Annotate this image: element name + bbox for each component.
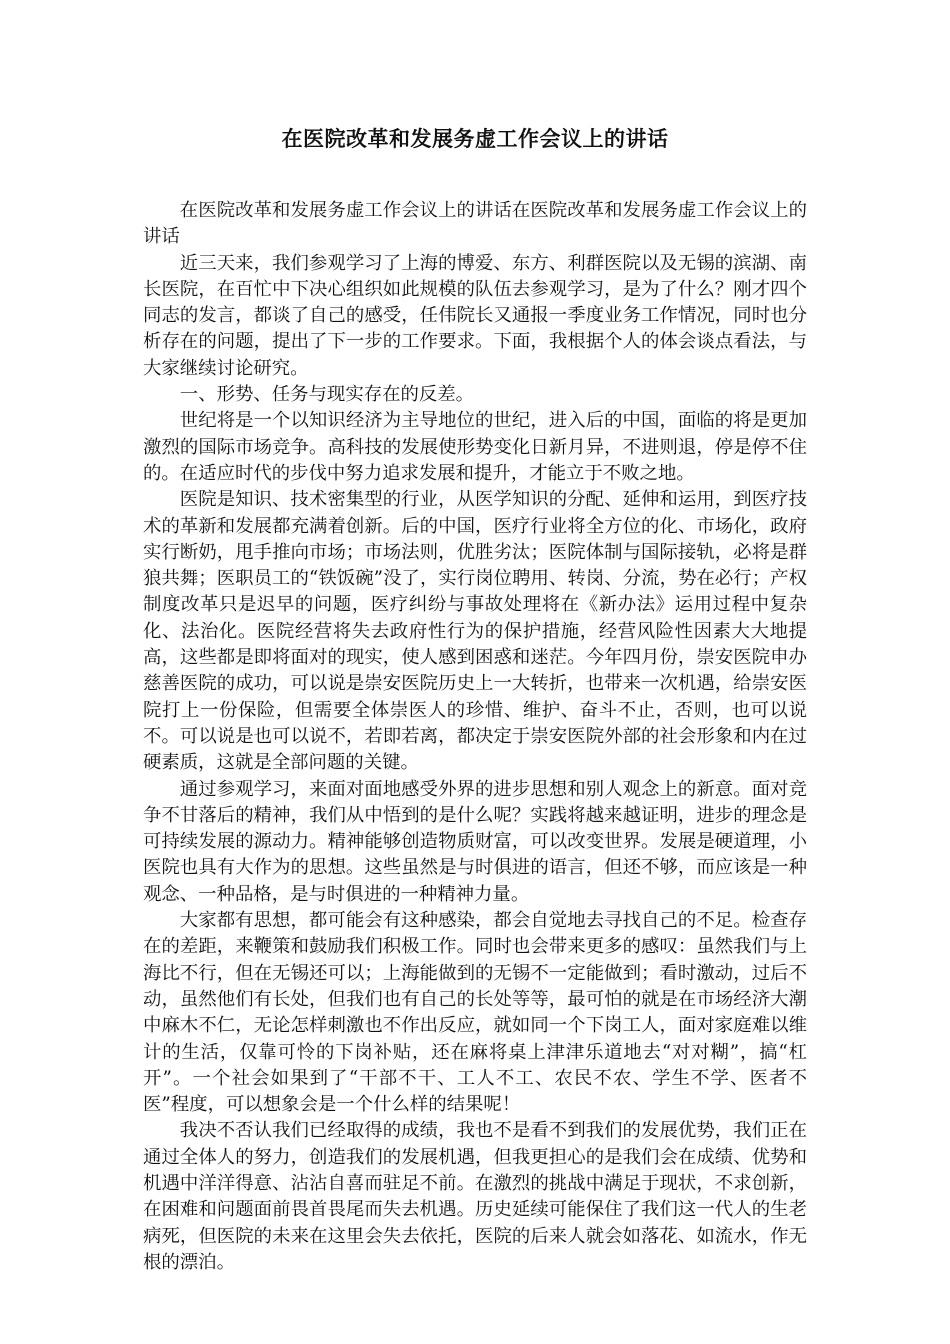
paragraph: 近三天来，我们参观学习了上海的博爱、东方、利群医院以及无锡的滨湖、南长医院，在百忙中下决心组织如此规模的队伍去参观学习，是为了什么？刚才四个同志的发言，都谈了自己的感受，任伟院长又通报一季度业务工作情况，同时也分析存在的问题，提出了下一步的工作要求。下面，我根据个人的体会谈点看法，与大家继续讨论研究。 (143, 252, 807, 379)
paragraph: 我决不否认我们已经取得的成绩，我也不是看不到我们的发展优势，我们正在通过全体人的努力，创造我们的发展机遇，但我更担心的是我们会在成绩、优势和机遇中洋洋得意、沾沾自喜而驻足不前。在激烈的挑战中满足于现状，不求创新，在困难和问题面前畏首畏尾而失去机遇。历史延续可能保住了我们这一代人的生老病死，但医院的未来在这里会失去依托，医院的后来人就会如落花、如流水，作无根的漂泊。 (143, 1120, 807, 1273)
paragraph: 在医院改革和发展务虚工作会议上的讲话在医院改革和发展务虚工作会议上的讲话 (143, 200, 807, 248)
paragraph: 世纪将是一个以知识经济为主导地位的世纪，进入后的中国，面临的将是更加激烈的国际市场竞争。高科技的发展使形势变化日新月异，不进则退，停是停不住的。在适应时代的步伐中努力追求发展和提升，才能立于不败之地。 (143, 410, 807, 484)
section-heading: 一、形势、任务与现实存在的反差。 (179, 384, 475, 406)
document-title: 在医院改革和发展务虚工作会议上的讲话 (281, 126, 669, 151)
paragraph: 大家都有思想，都可能会有这种感染，都会自觉地去寻找自己的不足。检查存在的差距，来鞭策和鼓励我们积极工作。同时也会带来更多的感叹：虽然我们与上海比不行，但在无锡还可以；上海能做到的无锡不一定能做到；看时激动，过后不动，虽然他们有长处，但我们也有自己的长处等等，最可怕的就是在市场经济大潮中麻木不仁，无论怎样刺激也不作出反应，就如同一个下岗工人，面对家庭难以维计的生活，仅靠可怜的下岗补贴，还在麻将桌上津津乐道地去“对对糊”，搞“杠开”。一个社会如果到了“干部不干、工人不工、农民不农、学生不学、医者不医”程度，可以想象会是一个什么样的结果呢！ (143, 910, 807, 1116)
document-body (143, 198, 807, 1276)
paragraph: 医院是知识、技术密集型的行业，从医学知识的分配、延伸和运用，到医疗技术的革新和发展都充满着创新。后的中国，医疗行业将全方位的化、市场化，政府实行断奶，甩手推向市场；市场法则，优胜劣汰；医院体制与国际接轨，必将是群狼共舞；医职员工的“铁饭碗”没了，实行岗位聘用、转岗、分流，势在必行；产权制度改革只是迟早的问题，医疗纠纷与事故处理将在《新办法》运用过程中复杂化、法治化。医院经营将失去政府性行为的保护措施，经营风险性因素大大地提高，这些都是即将面对的现实，使人感到困惑和迷茫。今年四月份，崇安医院申办慈善医院的成功，可以说是崇安医院历史上一大转折，也带来一次机遇，给崇安医院打上一份保险，但需要全体崇医人的珍惜、维护、奋斗不止，否则，也可以说不。可以说是也可以说不，若即若离，都决定于崇安医院外部的社会形象和内在过硬素质，这就是全部问题的关键。 (143, 489, 807, 774)
paragraph: 通过参观学习，来面对面地感受外界的进步思想和别人观念上的新意。面对竞争不甘落后的精神，我们从中悟到的是什么呢？实践将越来越证明，进步的理念是可持续发展的源动力。精神能够创造物质财富，可以改变世界。发展是硬道理，小医院也具有大作为的思想。这些虽然是与时俱进的语言，但还不够，而应该是一种观念、一种品格，是与时俱进的一种精神力量。 (143, 778, 807, 905)
